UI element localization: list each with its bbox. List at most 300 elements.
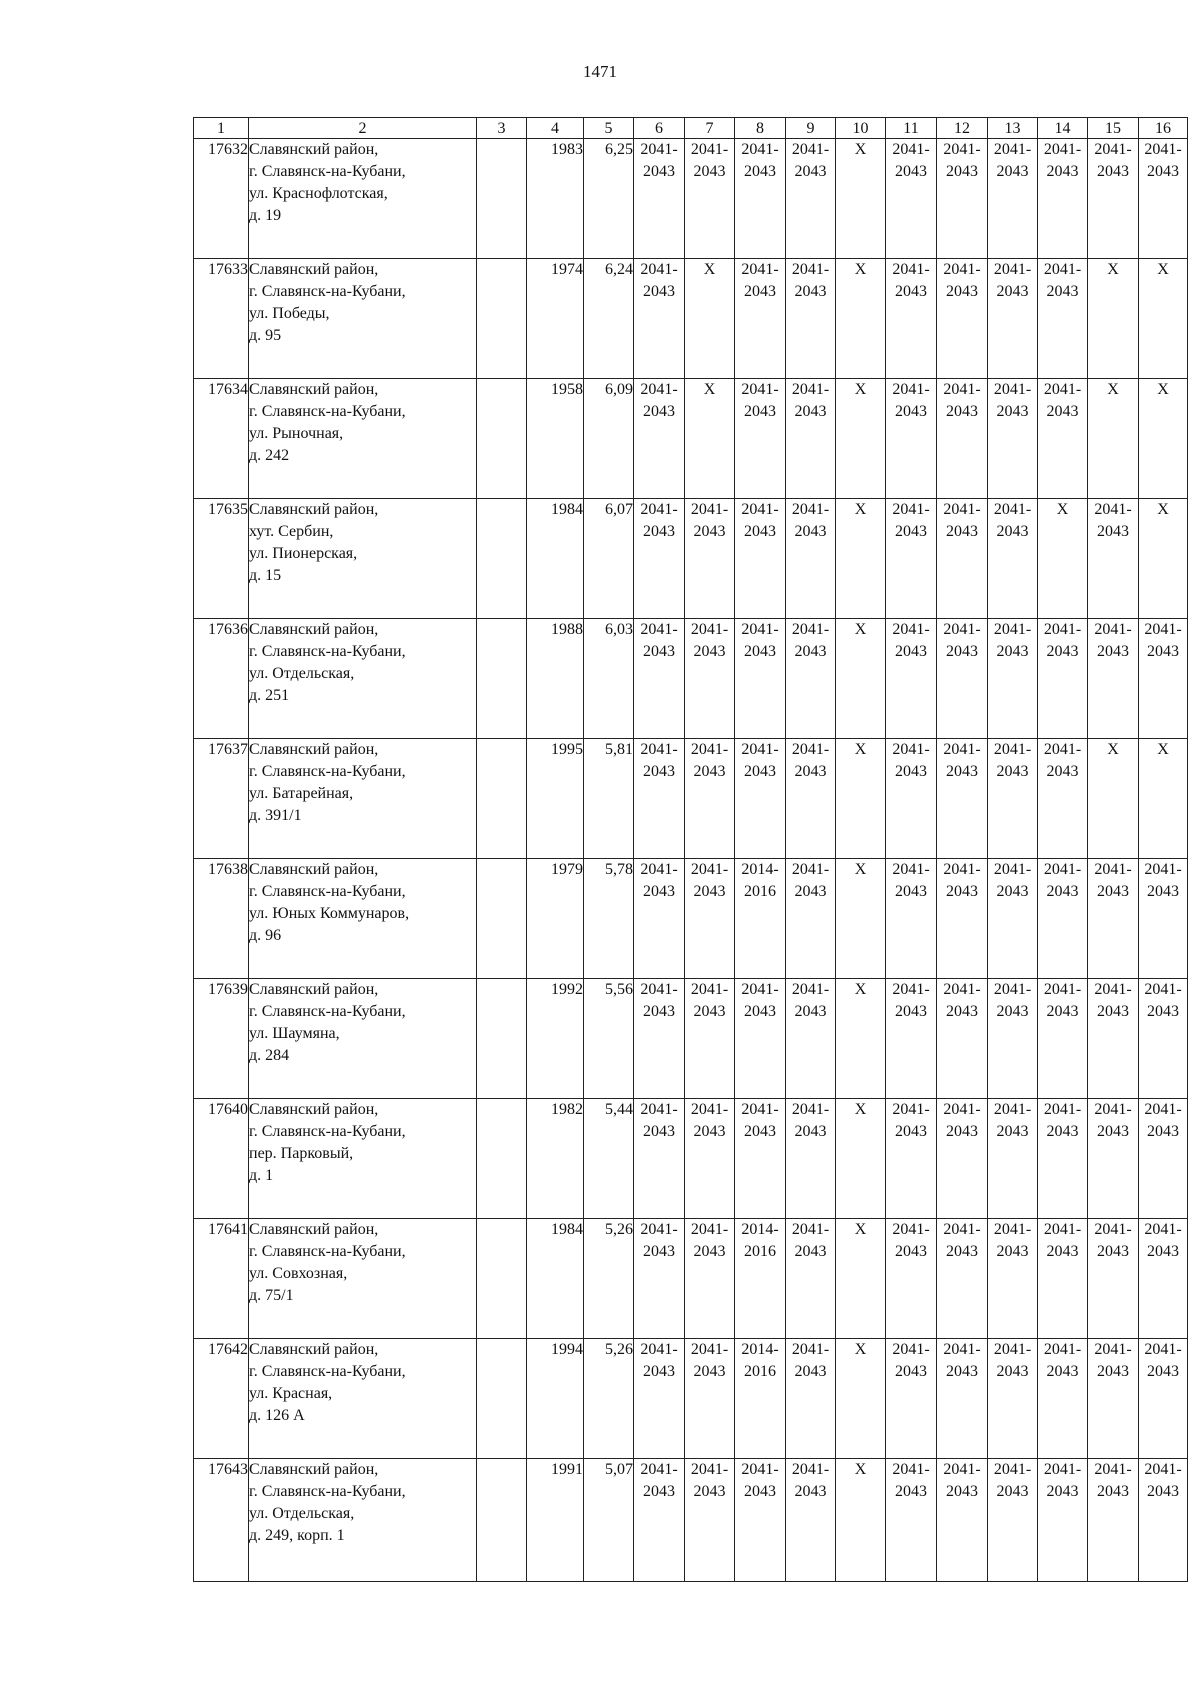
period-cell-col-8: [735, 1339, 786, 1459]
period-end: 2043: [996, 1003, 1029, 1020]
period-cell-col-11: [886, 379, 937, 499]
period-end: 2043: [895, 163, 927, 180]
year-cell: 1982: [527, 1099, 584, 1219]
period-end: 2043: [1097, 1003, 1129, 1020]
period-cell-col-9: [786, 1339, 836, 1459]
period-cell-col-8: [735, 619, 786, 739]
period-cell-col-6: [634, 619, 685, 739]
period-cell-col-13: [988, 139, 1038, 259]
period-start: 2041-: [993, 981, 1032, 998]
period-start: 2014-: [741, 861, 779, 878]
column-header-14: 14: [1038, 118, 1088, 139]
period-start: 2041-: [892, 861, 930, 878]
period-end: 2043: [996, 763, 1029, 780]
period-start: 2041-: [943, 741, 981, 758]
period-start: 2041-: [943, 381, 981, 398]
column-number-row: [194, 118, 1188, 139]
year-cell: 1984: [527, 1219, 584, 1339]
period-cell-col-8: [735, 259, 786, 379]
period-cell-col-15: Х: [1088, 379, 1139, 499]
value-cell: 5,56: [584, 979, 634, 1099]
period-end: 2043: [643, 163, 675, 180]
period-start: 2041-: [640, 501, 678, 518]
period-cell-col-9: [786, 1219, 836, 1339]
period-start: 2041-: [943, 1221, 981, 1238]
period-cell-col-11: [886, 739, 937, 859]
period-end: 2043: [1046, 1363, 1079, 1380]
period-cell-col-12: [937, 859, 988, 979]
period-start: 2041-: [690, 861, 729, 878]
period-start: 2041-: [791, 501, 830, 518]
period-end: 2043: [1046, 1123, 1079, 1140]
period-start: 2041-: [791, 1221, 830, 1238]
record-number: 17632: [194, 139, 249, 259]
period-cell-col-12: [937, 1099, 988, 1219]
period-start: 2041-: [892, 741, 930, 758]
table-row: [194, 1099, 1188, 1219]
period-end: 2043: [946, 763, 978, 780]
period-end: 2043: [895, 763, 927, 780]
period-cell-col-16: [1139, 619, 1188, 739]
period-end: 2043: [1147, 163, 1179, 180]
period-end: 2043: [643, 1483, 675, 1500]
period-end: 2043: [693, 763, 726, 780]
period-start: 2041-: [1094, 1341, 1132, 1358]
period-cell-col-16: [1139, 859, 1188, 979]
period-end: 2043: [744, 163, 776, 180]
period-start: 2041-: [993, 1341, 1032, 1358]
period-cell-col-11: [886, 1219, 937, 1339]
period-start: 2041-: [640, 741, 678, 758]
period-cell-col-7: [685, 1339, 735, 1459]
period-cell-col-12: [937, 1459, 988, 1582]
registry-table: [193, 117, 1188, 1582]
period-start: 2041-: [993, 261, 1032, 278]
period-start: 2041-: [690, 1341, 729, 1358]
period-cell-col-8: [735, 859, 786, 979]
period-end: 2043: [996, 403, 1029, 420]
value-cell: 6,07: [584, 499, 634, 619]
period-start: 2041-: [741, 981, 779, 998]
record-number: 17633: [194, 259, 249, 379]
value-cell: 6,09: [584, 379, 634, 499]
value-cell: 5,44: [584, 1099, 634, 1219]
period-start: 2041-: [690, 1221, 729, 1238]
period-end: 2043: [895, 1243, 927, 1260]
period-cell-col-7: [685, 739, 735, 859]
period-end: 2043: [693, 1483, 726, 1500]
period-cell-col-9: [786, 739, 836, 859]
period-cell-col-9: [786, 139, 836, 259]
period-end: 2043: [693, 883, 726, 900]
column-header-1: 1: [194, 118, 249, 139]
table-row: [194, 1339, 1188, 1459]
period-cell-col-9: [786, 499, 836, 619]
period-end: 2043: [643, 283, 675, 300]
period-cell-col-7: Х: [685, 379, 735, 499]
period-start: 2041-: [1094, 1221, 1132, 1238]
period-end: 2043: [643, 1123, 675, 1140]
address-cell: Славянский район, г. Славянск-на-Кубани, пер. Парковый, д. 1: [249, 1099, 477, 1219]
period-end: 2043: [996, 1123, 1029, 1140]
period-cell-col-11: [886, 859, 937, 979]
year-cell: 1983: [527, 139, 584, 259]
year-cell: 1991: [527, 1459, 584, 1582]
record-number: 17636: [194, 619, 249, 739]
period-start: 2041-: [791, 1461, 830, 1478]
column-3-cell: [477, 1459, 527, 1582]
period-end: 2043: [1097, 643, 1129, 660]
record-number: 17642: [194, 1339, 249, 1459]
period-cell-col-14: [1038, 379, 1088, 499]
period-end: 2043: [895, 403, 927, 420]
period-end: 2043: [794, 523, 827, 540]
period-end: 2043: [946, 163, 978, 180]
period-start: 2041-: [640, 1101, 678, 1118]
period-cell-col-9: [786, 1099, 836, 1219]
period-cell-col-15: [1088, 1339, 1139, 1459]
period-end: 2043: [794, 883, 827, 900]
column-header-5: 5: [584, 118, 634, 139]
period-end: 2043: [794, 1243, 827, 1260]
period-start: 2041-: [1144, 861, 1182, 878]
period-start: 2041-: [1043, 621, 1082, 638]
period-start: 2041-: [1043, 1341, 1082, 1358]
period-cell-col-13: [988, 259, 1038, 379]
column-3-cell: [477, 259, 527, 379]
year-cell: 1995: [527, 739, 584, 859]
column-header-10: 10: [836, 118, 886, 139]
column-header-6: 6: [634, 118, 685, 139]
period-end: 2043: [1097, 883, 1129, 900]
period-cell-col-14: [1038, 259, 1088, 379]
period-end: 2043: [946, 1123, 978, 1140]
period-start: 2041-: [791, 141, 830, 158]
address-cell: Славянский район, г. Славянск-на-Кубани, ул. Батарейная, д. 391/1: [249, 739, 477, 859]
period-cell-col-11: [886, 259, 937, 379]
value-cell: 6,24: [584, 259, 634, 379]
period-end: 2043: [946, 1243, 978, 1260]
column-3-cell: [477, 619, 527, 739]
period-cell-col-6: [634, 1099, 685, 1219]
period-start: 2041-: [791, 981, 830, 998]
period-end: 2043: [895, 1363, 927, 1380]
period-start: 2041-: [640, 141, 678, 158]
period-cell-col-10: Х: [836, 739, 886, 859]
period-cell-col-7: [685, 1219, 735, 1339]
period-cell-col-6: [634, 499, 685, 619]
period-start: 2041-: [640, 1461, 678, 1478]
table-row: [194, 1219, 1188, 1339]
period-cell-col-6: [634, 1219, 685, 1339]
period-start: 2041-: [1144, 1221, 1182, 1238]
period-start: 2041-: [892, 1101, 930, 1118]
record-number: 17639: [194, 979, 249, 1099]
period-start: 2041-: [791, 861, 830, 878]
period-start: 2041-: [993, 1101, 1032, 1118]
column-header-3: 3: [477, 118, 527, 139]
column-3-cell: [477, 739, 527, 859]
period-end: 2043: [693, 523, 726, 540]
period-cell-col-12: [937, 739, 988, 859]
period-cell-col-13: [988, 859, 1038, 979]
period-start: 2041-: [1043, 861, 1082, 878]
period-cell-col-16: [1139, 1219, 1188, 1339]
period-start: 2041-: [892, 981, 930, 998]
period-start: 2041-: [892, 501, 930, 518]
column-header-15: 15: [1088, 118, 1139, 139]
period-cell-col-15: [1088, 499, 1139, 619]
period-cell-col-6: [634, 1339, 685, 1459]
period-start: 2041-: [1043, 141, 1082, 158]
period-cell-col-8: [735, 1219, 786, 1339]
table-row: [194, 259, 1188, 379]
column-header-12: 12: [937, 118, 988, 139]
period-start: 2041-: [640, 621, 678, 638]
period-end: 2043: [794, 163, 827, 180]
period-end: 2043: [744, 1483, 776, 1500]
value-cell: 5,78: [584, 859, 634, 979]
period-end: 2043: [946, 1003, 978, 1020]
period-end: 2043: [693, 1003, 726, 1020]
period-end: 2043: [1147, 1483, 1179, 1500]
value-cell: 5,26: [584, 1339, 634, 1459]
period-cell-col-9: [786, 1459, 836, 1582]
record-number: 17643: [194, 1459, 249, 1582]
period-start: 2041-: [791, 1101, 830, 1118]
period-end: 2043: [794, 1363, 827, 1380]
period-cell-col-7: [685, 1099, 735, 1219]
period-end: 2043: [643, 643, 675, 660]
period-cell-col-16: Х: [1139, 499, 1188, 619]
record-number: 17635: [194, 499, 249, 619]
period-start: 2041-: [640, 981, 678, 998]
period-cell-col-13: [988, 1459, 1038, 1582]
period-end: 2043: [1097, 1483, 1129, 1500]
period-cell-col-13: [988, 979, 1038, 1099]
period-end: 2043: [996, 1363, 1029, 1380]
period-cell-col-6: [634, 1459, 685, 1582]
column-3-cell: [477, 1099, 527, 1219]
period-start: 2041-: [690, 981, 729, 998]
period-cell-col-10: Х: [836, 1219, 886, 1339]
period-end: 2043: [1046, 1483, 1079, 1500]
value-cell: 5,26: [584, 1219, 634, 1339]
period-start: 2041-: [1043, 1221, 1082, 1238]
period-start: 2041-: [1043, 741, 1082, 758]
address-cell: Славянский район, г. Славянск-на-Кубани, ул. Краснофлотская, д. 19: [249, 139, 477, 259]
period-cell-col-10: Х: [836, 1099, 886, 1219]
record-number: 17637: [194, 739, 249, 859]
period-end: 2043: [1046, 1243, 1079, 1260]
period-start: 2041-: [690, 141, 729, 158]
period-start: 2041-: [1043, 981, 1082, 998]
column-header-4: 4: [527, 118, 584, 139]
period-cell-col-9: [786, 979, 836, 1099]
period-cell-col-6: [634, 739, 685, 859]
period-start: 2041-: [1144, 621, 1182, 638]
period-start: 2041-: [943, 621, 981, 638]
period-start: 2041-: [1094, 141, 1132, 158]
period-end: 2043: [996, 1243, 1029, 1260]
period-end: 2043: [1147, 1363, 1179, 1380]
period-start: 2041-: [892, 381, 930, 398]
period-end: 2043: [643, 763, 675, 780]
period-start: 2041-: [741, 621, 779, 638]
period-cell-col-13: [988, 619, 1038, 739]
period-start: 2041-: [1144, 1101, 1182, 1118]
period-start: 2041-: [1144, 1461, 1182, 1478]
period-cell-col-15: [1088, 1459, 1139, 1582]
period-cell-col-10: Х: [836, 499, 886, 619]
period-start: 2041-: [741, 1101, 779, 1118]
period-end: 2043: [1097, 163, 1129, 180]
period-end: 2043: [643, 403, 675, 420]
period-end: 2043: [946, 403, 978, 420]
value-cell: 5,07: [584, 1459, 634, 1582]
period-start: 2041-: [741, 741, 779, 758]
record-number: 17641: [194, 1219, 249, 1339]
period-cell-col-8: [735, 139, 786, 259]
period-cell-col-12: [937, 259, 988, 379]
period-cell-col-9: [786, 619, 836, 739]
period-start: 2041-: [1144, 141, 1182, 158]
period-end: 2043: [744, 643, 776, 660]
period-end: 2043: [946, 1483, 978, 1500]
period-cell-col-7: [685, 979, 735, 1099]
year-cell: 1979: [527, 859, 584, 979]
period-end: 2043: [1046, 883, 1079, 900]
period-cell-col-6: [634, 979, 685, 1099]
period-end: 2043: [1147, 1003, 1179, 1020]
period-end: 2016: [744, 883, 776, 900]
period-cell-col-15: [1088, 979, 1139, 1099]
period-end: 2043: [744, 283, 776, 300]
period-start: 2041-: [943, 1341, 981, 1358]
period-end: 2043: [794, 763, 827, 780]
table-row: [194, 619, 1188, 739]
address-cell: Славянский район, г. Славянск-на-Кубани, ул. Отдельская, д. 251: [249, 619, 477, 739]
period-start: 2041-: [791, 741, 830, 758]
period-cell-col-7: [685, 859, 735, 979]
period-start: 2041-: [690, 741, 729, 758]
period-end: 2043: [744, 763, 776, 780]
period-end: 2043: [996, 643, 1029, 660]
period-end: 2043: [744, 1003, 776, 1020]
period-start: 2041-: [1043, 261, 1082, 278]
column-3-cell: [477, 1339, 527, 1459]
period-cell-col-16: [1139, 1339, 1188, 1459]
period-cell-col-13: [988, 1099, 1038, 1219]
table-row: [194, 139, 1188, 259]
period-cell-col-14: [1038, 139, 1088, 259]
period-start: 2041-: [943, 141, 981, 158]
column-header-16: 16: [1139, 118, 1188, 139]
period-cell-col-12: [937, 1339, 988, 1459]
period-cell-col-8: [735, 1459, 786, 1582]
period-start: 2041-: [943, 261, 981, 278]
period-start: 2041-: [892, 621, 930, 638]
period-start: 2041-: [1094, 981, 1132, 998]
period-cell-col-14: [1038, 1459, 1088, 1582]
column-header-7: 7: [685, 118, 735, 139]
column-header-8: 8: [735, 118, 786, 139]
period-cell-col-6: [634, 259, 685, 379]
period-cell-col-9: [786, 379, 836, 499]
column-header-13: 13: [988, 118, 1038, 139]
period-cell-col-8: [735, 499, 786, 619]
period-start: 2041-: [791, 261, 830, 278]
period-start: 2041-: [1043, 381, 1082, 398]
period-cell-col-11: [886, 499, 937, 619]
period-end: 2043: [1147, 1123, 1179, 1140]
period-cell-col-6: [634, 139, 685, 259]
period-end: 2043: [895, 1003, 927, 1020]
period-end: 2043: [643, 1363, 675, 1380]
period-cell-col-15: Х: [1088, 739, 1139, 859]
period-end: 2043: [794, 283, 827, 300]
period-end: 2043: [996, 1483, 1029, 1500]
period-end: 2043: [895, 523, 927, 540]
period-end: 2043: [946, 883, 978, 900]
column-3-cell: [477, 499, 527, 619]
period-cell-col-15: [1088, 619, 1139, 739]
period-end: 2043: [996, 283, 1029, 300]
period-start: 2041-: [741, 501, 779, 518]
period-start: 2041-: [1094, 1461, 1132, 1478]
period-end: 2043: [1046, 283, 1079, 300]
period-start: 2041-: [1094, 1101, 1132, 1118]
period-start: 2041-: [943, 861, 981, 878]
period-cell-col-10: Х: [836, 1459, 886, 1582]
period-start: 2014-: [741, 1341, 779, 1358]
period-start: 2041-: [943, 1101, 981, 1118]
period-end: 2043: [1046, 763, 1079, 780]
period-cell-col-8: [735, 979, 786, 1099]
period-start: 2041-: [640, 861, 678, 878]
address-cell: Славянский район, г. Славянск-на-Кубани, ул. Шаумяна, д. 284: [249, 979, 477, 1099]
column-3-cell: [477, 379, 527, 499]
period-start: 2041-: [741, 141, 779, 158]
period-cell-col-8: [735, 379, 786, 499]
period-end: 2043: [1147, 643, 1179, 660]
period-start: 2041-: [1094, 621, 1132, 638]
address-cell: Славянский район, г. Славянск-на-Кубани, ул. Победы, д. 95: [249, 259, 477, 379]
period-end: 2043: [946, 1363, 978, 1380]
period-cell-col-12: [937, 619, 988, 739]
period-cell-col-14: [1038, 1219, 1088, 1339]
period-cell-col-16: [1139, 1459, 1188, 1582]
table-row: [194, 1459, 1188, 1582]
page-number: 1471: [583, 62, 617, 81]
period-cell-col-16: [1139, 1099, 1188, 1219]
period-cell-col-16: Х: [1139, 259, 1188, 379]
column-3-cell: [477, 859, 527, 979]
period-cell-col-16: [1139, 979, 1188, 1099]
period-cell-col-13: [988, 499, 1038, 619]
period-end: 2043: [996, 163, 1029, 180]
record-number: 17638: [194, 859, 249, 979]
period-cell-col-10: Х: [836, 259, 886, 379]
period-cell-col-12: [937, 139, 988, 259]
period-start: 2041-: [1094, 501, 1132, 518]
year-cell: 1994: [527, 1339, 584, 1459]
period-start: 2041-: [640, 261, 678, 278]
period-end: 2043: [693, 1243, 726, 1260]
period-start: 2041-: [690, 501, 729, 518]
period-cell-col-16: Х: [1139, 379, 1188, 499]
period-cell-col-10: Х: [836, 979, 886, 1099]
